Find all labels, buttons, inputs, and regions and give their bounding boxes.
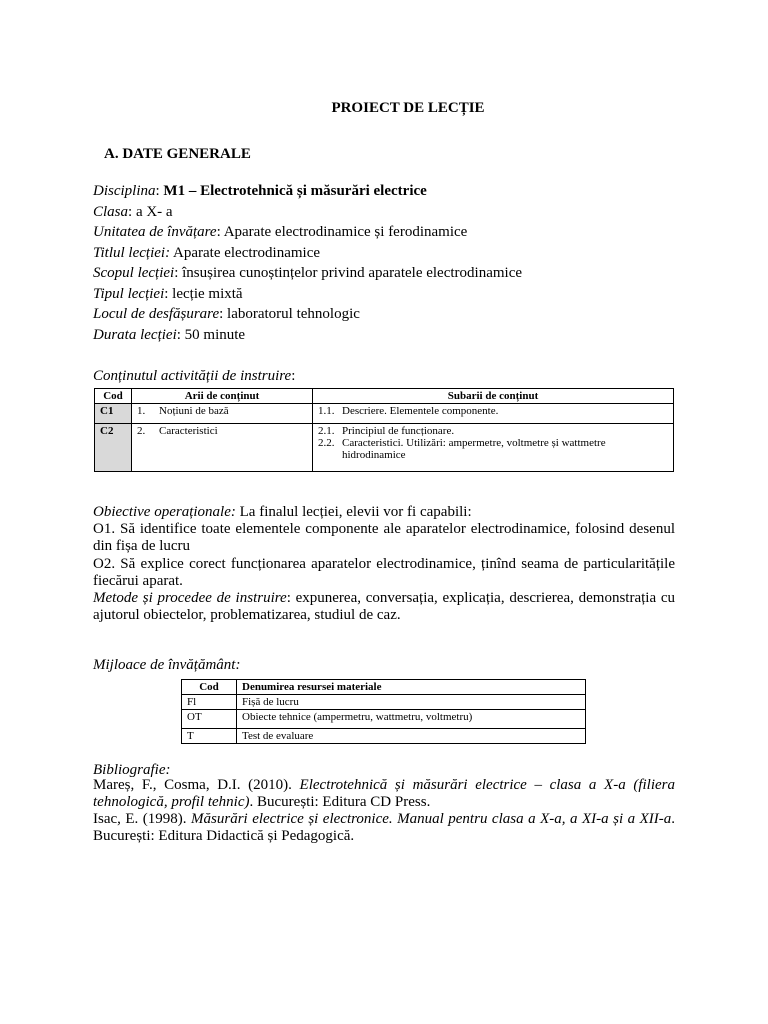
- subarie-line: [318, 425, 668, 437]
- table-header-cell: Arii de conținut: [132, 389, 313, 404]
- list-number: 1.1.: [318, 405, 335, 417]
- field-scopul: Scopul lecției: însușirea cunoștințelor privind aparatele electrodinamice: [93, 265, 523, 281]
- bibliography-ref-2: [93, 811, 675, 845]
- table-cell: Test de evaluare: [237, 729, 586, 744]
- table-cell: OT: [182, 710, 237, 729]
- field-tipul: Tipul lecției: lecție mixtă: [93, 286, 243, 302]
- resurse-table: [181, 679, 586, 744]
- table-cell-arie: [132, 404, 313, 424]
- field-unitatea: Unitatea de învățare: Aparate electrodinamice și ferodinamice: [93, 224, 468, 240]
- table-cell: Fișă de lucru: [237, 695, 586, 710]
- table-header-cell: Cod: [95, 389, 132, 404]
- field-label: Tipul lecției: [93, 286, 165, 302]
- subarie-line-continued: hidrodinamice: [342, 449, 406, 461]
- ref-publisher: . București: Editura Didactică și Pedagogică.: [93, 811, 675, 844]
- ref-authors: Mareș, F., Cosma, D.I. (2010).: [93, 777, 300, 793]
- objective-o1: O1. Să identifice toate elementele componente ale aparatelor electrodinamice, folosind desenul din fișa de lucru: [93, 521, 675, 554]
- obiective-heading: [93, 502, 472, 522]
- field-label: Disciplina: [93, 183, 156, 199]
- table-cell-code: C2: [95, 424, 132, 472]
- cell-text: Caracteristici. Utilizări: ampermetre, voltmetre și wattmetre: [342, 437, 606, 449]
- ref-title: Electrotehnică și măsurări electrice – clasa a X-a (filiera tehnologică, profil tehnic): [93, 777, 675, 810]
- field-locul: Locul de desfășurare: laboratorul tehnologic: [93, 306, 360, 322]
- continut-heading: Conținutul activității de instruire:: [93, 368, 296, 384]
- cell-text: Noțiuni de bază: [159, 405, 229, 417]
- table-header-cell: Denumirea resursei materiale: [237, 680, 586, 695]
- ref-publisher: . București: Editura CD Press.: [249, 794, 431, 810]
- bibliografie-heading-text: Bibliografie:: [93, 762, 171, 778]
- field-label: Scopul lecției: [93, 265, 175, 281]
- field-value: M1 – Electrotehnică și măsurări electrice: [163, 183, 427, 199]
- field-value: a X- a: [135, 204, 173, 220]
- table-header-row: [95, 389, 674, 404]
- field-value: lecție mixtă: [172, 286, 243, 302]
- field-label: Durata lecției: [93, 327, 177, 343]
- obiective-label: Obiective operaționale:: [93, 504, 236, 520]
- obiective-intro: La finalul lecției, elevii vor fi capabili:: [235, 504, 472, 520]
- field-value: 50 minute: [184, 327, 246, 343]
- cell-text: Caracteristici: [159, 425, 218, 437]
- field-clasa: Clasa: a X- a: [93, 204, 173, 220]
- field-value: însușirea cunoștințelor privind aparatele electrodinamice: [182, 265, 523, 281]
- table-cell-arie: [132, 424, 313, 472]
- field-label: Clasa: [93, 204, 129, 220]
- table-header-cell: Subarii de conținut: [313, 389, 674, 404]
- field-label: Locul de desfășurare: [93, 306, 220, 322]
- metode-value: : expunerea, conversația, explicația, descrierea, demonstrația cu ajutorul obiectelor, problematizarea, studiul de caz.: [93, 590, 676, 623]
- cell-text: Principiul de funcționare.: [342, 425, 455, 437]
- list-number: 2.1.: [318, 425, 335, 437]
- table-header-row: [182, 680, 586, 695]
- field-value: laboratorul tehnologic: [227, 306, 360, 322]
- field-value: Aparate electrodinamice: [173, 245, 321, 261]
- section-heading-date-generale: A. DATE GENERALE: [104, 146, 251, 162]
- table-row: [182, 729, 586, 744]
- continut-heading-text: Conținutul activității de instruire: [93, 368, 292, 384]
- field-durata: Durata lecției: 50 minute: [93, 327, 246, 343]
- table-cell: Fl: [182, 695, 237, 710]
- table-cell-subarii: [313, 424, 674, 472]
- ref-title: Măsurări electrice și electronice. Manual pentru clasa a X-a, a XI-a și a XII-a: [191, 811, 672, 827]
- page-title: PROIECT DE LECȚIE: [331, 100, 485, 116]
- objective-o2: O2. Să explice corect funcționarea aparatelor electrodinamice, ținînd seama de particularitățile fiecărui aparat.: [93, 556, 675, 589]
- field-label: Titlul lecției:: [93, 245, 171, 261]
- mijloace-heading-text: Mijloace de învățământ:: [93, 657, 241, 673]
- field-value: Aparate electrodinamice și ferodinamice: [223, 224, 468, 240]
- ref-authors: Isac, E. (1998).: [93, 811, 192, 827]
- table-header-cell: Cod: [182, 680, 237, 695]
- list-number: 2.: [137, 425, 146, 437]
- table-row: [95, 404, 674, 424]
- table-row: [182, 695, 586, 710]
- field-disciplina: Disciplina: M1 – Electrotehnică și măsurări electrice: [93, 183, 427, 199]
- list-number: 2.2.: [318, 437, 335, 449]
- table-cell: Obiecte tehnice (ampermetru, wattmetru, voltmetru): [237, 710, 586, 729]
- metode-paragraph: [93, 590, 675, 624]
- field-label: Unitatea de învățare: [93, 224, 217, 240]
- table-cell: T: [182, 729, 237, 744]
- mijloace-heading: [93, 655, 240, 675]
- table-cell-subarii: [313, 404, 674, 424]
- subarie-line: [318, 437, 668, 449]
- metode-label: Metode și procedee de instruire: [93, 590, 287, 606]
- bibliography-ref-1: [93, 777, 675, 811]
- table-row: [182, 710, 586, 729]
- table-cell-code: C1: [95, 404, 132, 424]
- continut-table: [94, 388, 674, 472]
- list-number: 1.: [137, 405, 146, 417]
- field-titlul: [93, 243, 320, 263]
- table-row: [95, 424, 674, 472]
- cell-text: Descriere. Elementele componente.: [342, 405, 499, 417]
